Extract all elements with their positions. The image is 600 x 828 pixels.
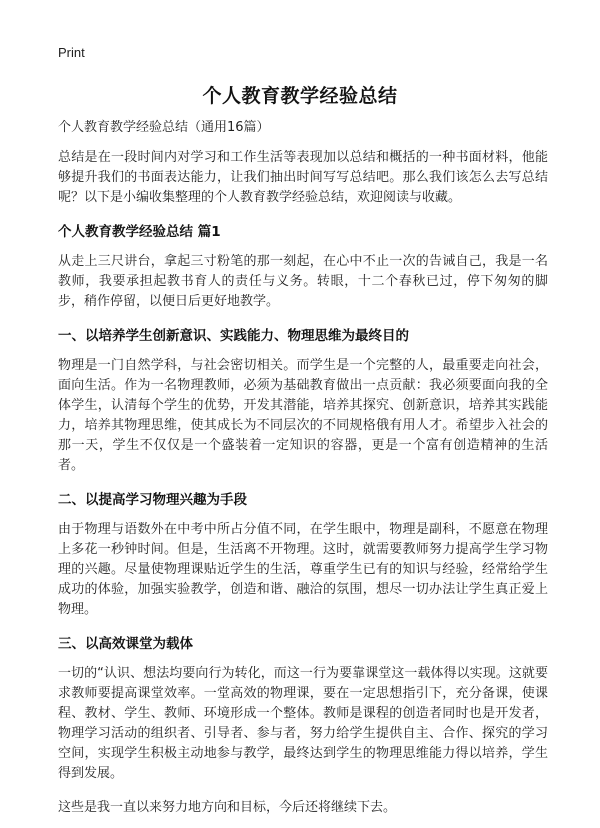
- section-body-3: 一切的“认识、想法均要向行为转化，而这一行为要靠课堂这一载体得以实现。这就要求教师要提高课堂效率。一堂高效的物理课，要在一定思想指引下，充分备课，使课程、教材、学生、教师、环境形成一个整体。教师是课程的创造者同时也是开发者，物理学习活动的组织者、引导者、参与者，努力给学生提供自主、合作、探究的学习空间，实现学生积极主动地参与教学，最终达到学生的物理思维能力得以培养，学生得到发展。: [58, 666, 548, 781]
- section-body-1: 物理是一门自然学科，与社会密切相关。而学生是一个完整的人，最重要走向社会，面向生活。作为一名物理教师，必须为基础教育做出一点贡献：我必须要面向我的全体学生，认清每个学生的优势，开发其潜能，培养其探究、创新意识，培养其实践能力，培养其物理思维，使其成长为不同层次的不同规格俄有用人才。希望步入社会的那一天，学生不仅仅是一个盛装着一定知识的容器，更是一个富有创造精神的生活者。: [58, 358, 548, 473]
- article-lead-paragraph: 从走上三尺讲台，拿起三寸粉笔的那一刻起，在心中不止一次的告诫自己，我是一名教师，我要承担起教书育人的责任与义务。转眼，十二个春秋已过，停下匆匆的脚步，稍作停留，以便日后更好地教学。: [58, 254, 548, 309]
- intro-paragraph: 总结是在一段时间内对学习和工作生活等表现加以总结和概括的一种书面材料，他能够提升我们的书面表达能力，让我们抽出时间写写总结吧。那么我们该怎么去写总结呢？以下是小编收集整理的个人教育教学经验总结，欢迎阅读与收藏。: [58, 150, 548, 205]
- page-title: 个人教育教学经验总结: [202, 85, 398, 107]
- section-heading-3: 三、以高效课堂为载体: [58, 636, 193, 652]
- closing-paragraph: 这些是我一直以来努力地方向和目标，今后还将继续下去。: [58, 800, 397, 815]
- article-content: [58, 118, 548, 818]
- section-heading-2: 二、以提高学习物理兴趣为手段: [58, 492, 247, 508]
- article-heading: 个人教育教学经验总结 篇1: [58, 224, 221, 240]
- subtitle: 个人教育教学经验总结（通用16篇）: [58, 120, 270, 135]
- section-heading-1: 一、以培养学生创新意识、实践能力、物理思维为最终目的: [58, 328, 409, 344]
- print-label[interactable]: Print: [58, 45, 85, 60]
- section-body-2: 由于物理与语数外在中考中所占分值不同，在学生眼中，物理是副科，不愿意在物理上多花一秒钟时间。但是，生活离不开物理。这时，就需要教师努力提高学生学习物理的兴趣。尽量使物理课贴近学生的生活，尊重学生已有的知识与经验，经常给学生成功的体验，加强实验教学，创造和谐、融洽的氛围，想尽一切办法让学生真正爱上物理。: [58, 522, 548, 617]
